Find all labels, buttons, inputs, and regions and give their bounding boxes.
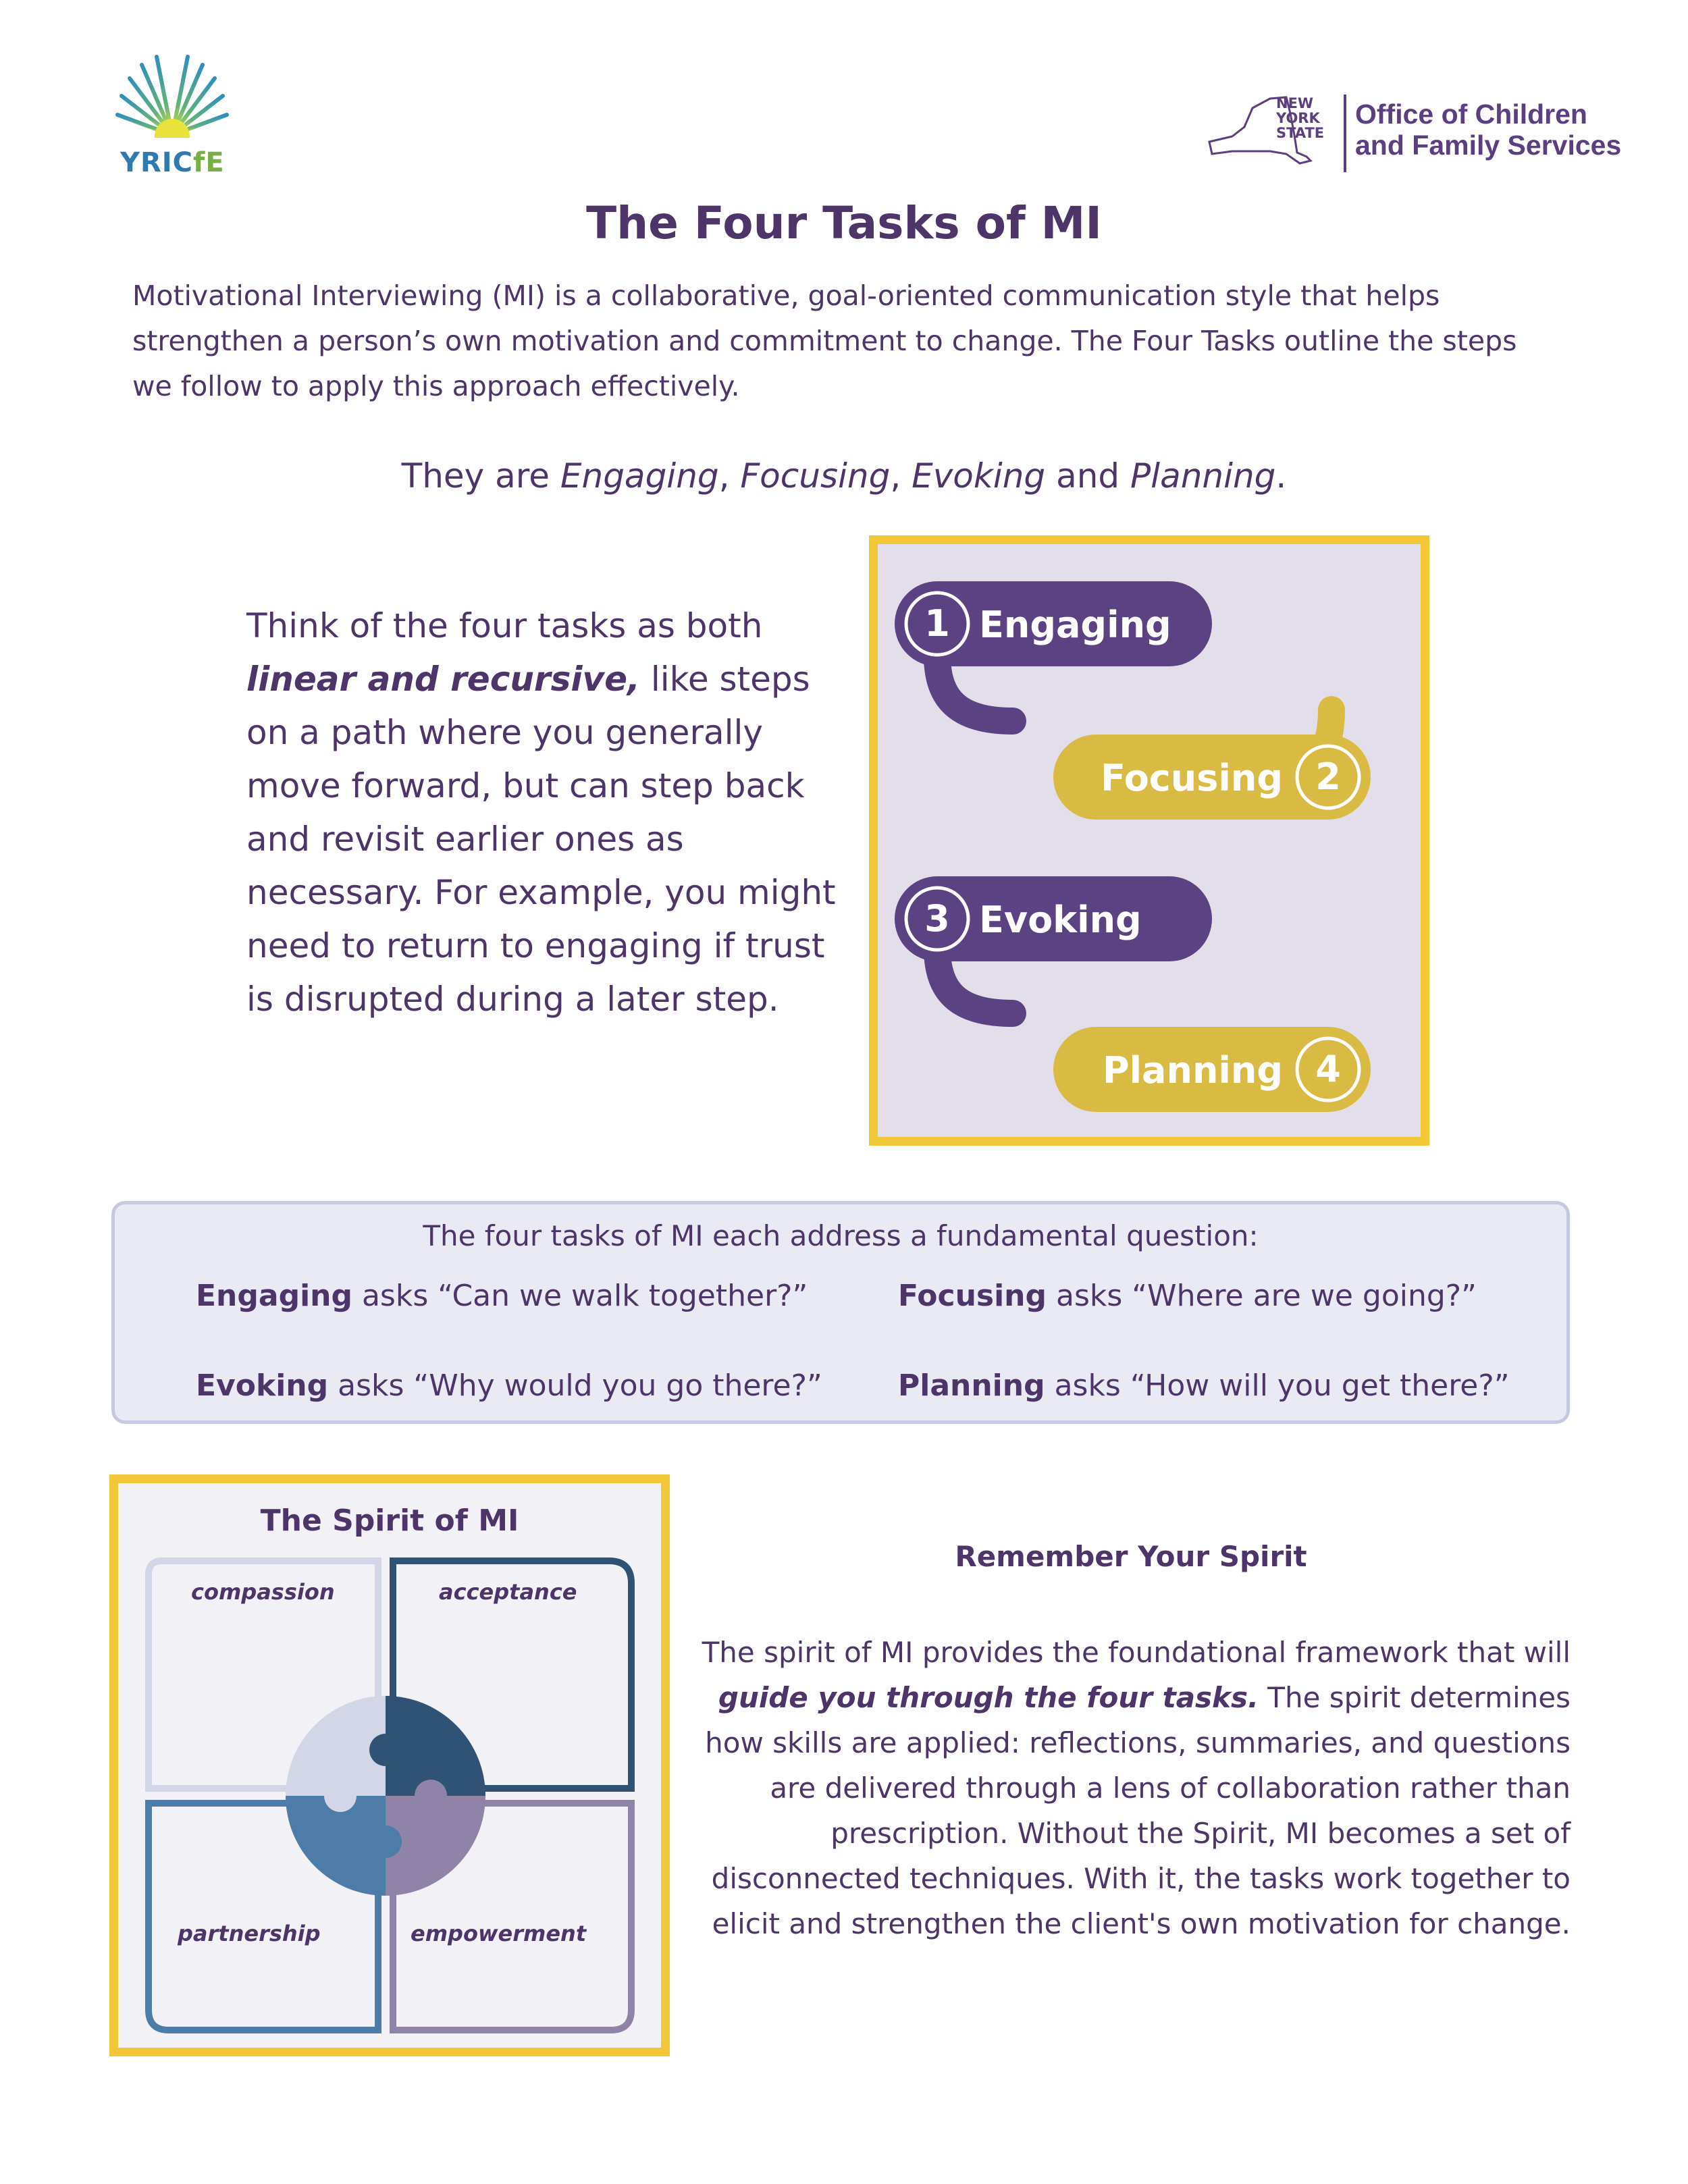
question-engaging: Engaging asks “Can we walk together?” (196, 1279, 808, 1313)
spirit-title: The Spirit of MI (260, 1503, 519, 1538)
spirit-of-mi-diagram (109, 1474, 670, 2056)
sunburst-icon (115, 47, 230, 149)
task-list-sentence: They are Engaging, Focusing, Evoking and Planning. (401, 456, 1287, 496)
intro-paragraph: Motivational Interviewing (MI) is a collaborative, goal-oriented communication style that helps strengthen a person’s own motivation and commitment to change. The Four Tasks outline the steps we follow to apply this approach effectively. (132, 279, 1517, 402)
question-focusing: Focusing asks “Where are we going?” (898, 1279, 1477, 1313)
step-engaging (895, 581, 1212, 666)
step-4-label: Planning (1102, 1049, 1283, 1092)
spirit-label-partnership: partnership (178, 1921, 321, 1946)
questions-intro: The four tasks of MI each address a fundamental question: (423, 1219, 1259, 1252)
new-york-state-label: NEW YORK STATE (1276, 95, 1325, 141)
question-planning: Planning asks “How will you get there?” (898, 1368, 1510, 1403)
step-3-label: Evoking (979, 899, 1142, 941)
remember-paragraph: The spirit of MI provides the foundational framework that will guide you through the four tasks. The spirit determines how skills are applied: reflections, summaries, and questions are delivered through a lens of collaboration rather than prescription. Without the Spirit, MI becomes a set of disconnected techniques. With it, the tasks work together to elicit and strengthen the client's own motivation for change. (702, 1636, 1571, 1940)
four-tasks-path-diagram (869, 535, 1429, 1146)
spirit-label-empowerment: empowerment (411, 1921, 587, 1946)
question-evoking: Evoking asks “Why would you go there?” (196, 1368, 822, 1403)
office-name: Office of Children and Family Services (1355, 99, 1622, 161)
page-title: The Four Tasks of MI (586, 197, 1102, 249)
yricfe-logo-text: YRICfE (120, 147, 225, 178)
step-2-number: 2 (1315, 755, 1341, 798)
step-1-label: Engaging (979, 604, 1171, 646)
linear-recursive-paragraph: Think of the four tasks as both linear and recursive, like steps on a path where you generally move forward, but can step back and revisit earlier ones as necessary. For example, you might need to return to engaging if trust is disrupted during a later step. (246, 606, 836, 1019)
step-focusing (1053, 735, 1371, 820)
step-2-label: Focusing (1101, 757, 1283, 799)
spirit-label-compassion: compassion (191, 1579, 335, 1605)
step-1-number: 1 (924, 602, 950, 645)
yricfe-logo (115, 47, 230, 182)
step-4-number: 4 (1315, 1048, 1341, 1090)
step-3-number: 3 (924, 897, 950, 940)
spirit-label-acceptance: acceptance (439, 1579, 577, 1605)
logo-divider (1344, 95, 1346, 172)
puzzle-center-icon (286, 1696, 485, 1896)
remember-heading: Remember Your Spirit (955, 1540, 1307, 1573)
fundamental-questions-box (111, 1201, 1570, 1424)
ocfs-logo (1205, 95, 1637, 176)
step-planning (1053, 1027, 1371, 1112)
step-evoking (895, 876, 1212, 961)
